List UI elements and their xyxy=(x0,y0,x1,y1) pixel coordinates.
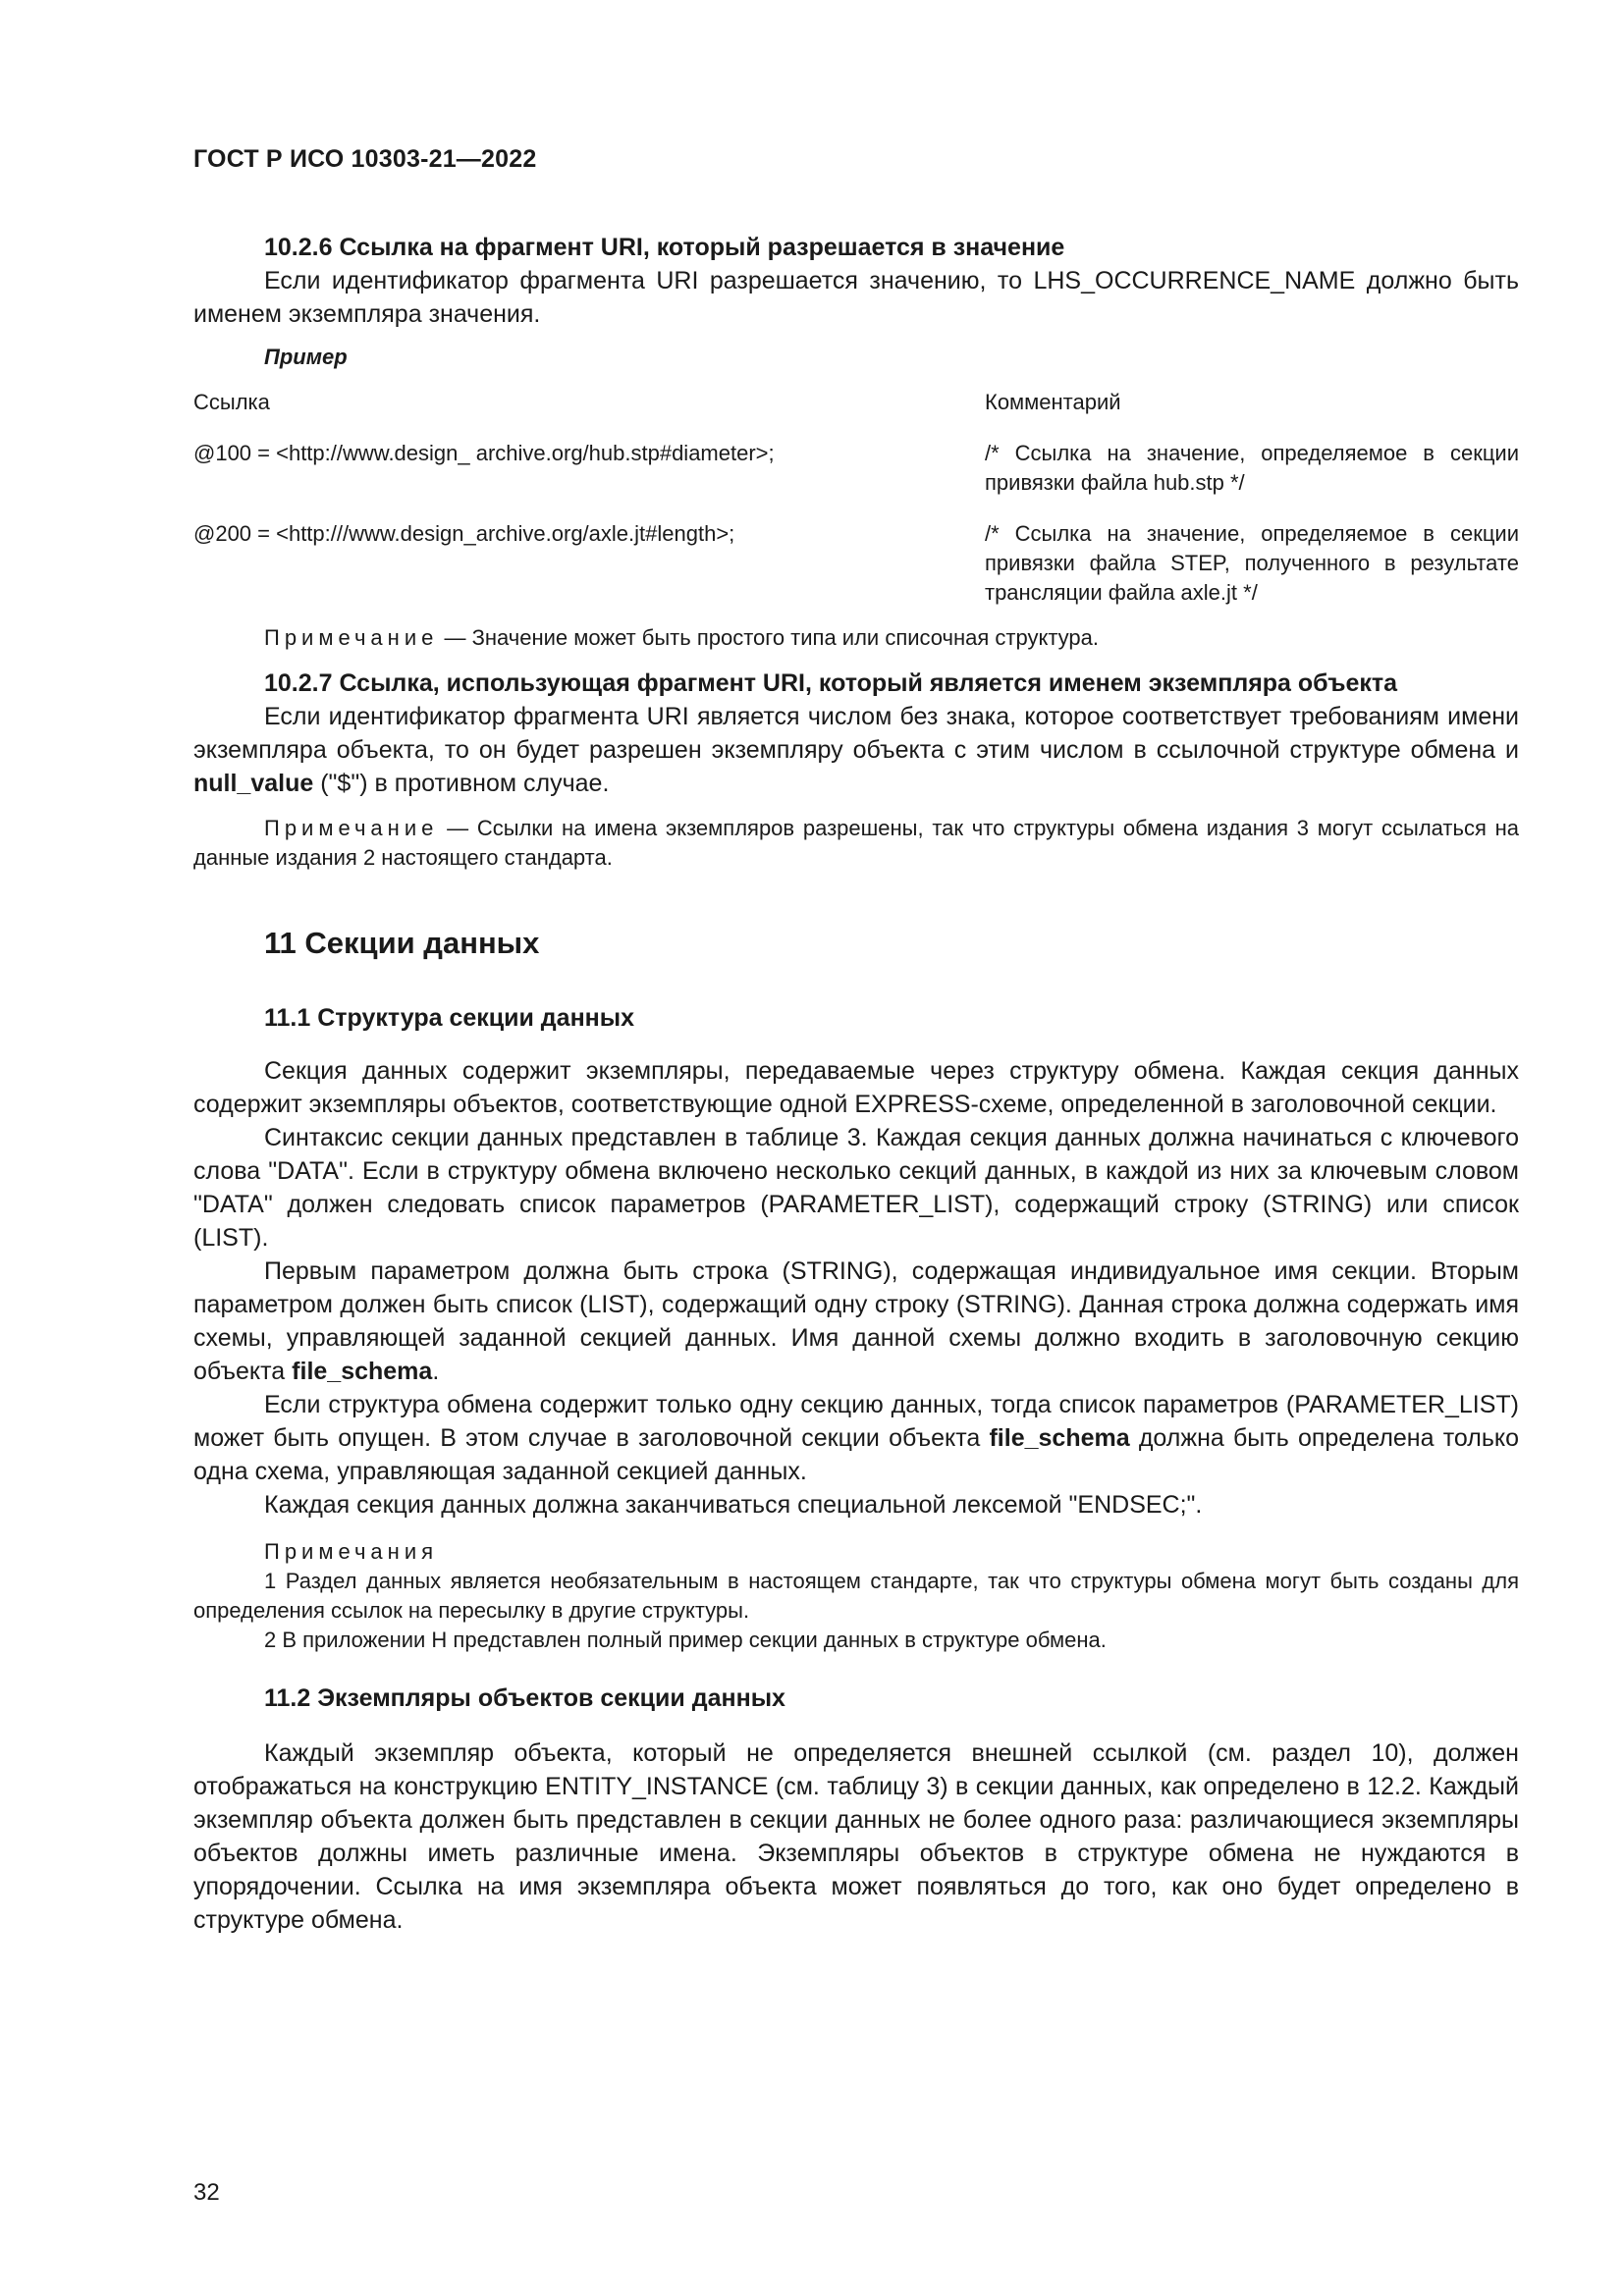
example-table xyxy=(193,388,1519,629)
note-text: — Ссылки на имена экземпляров разрешены, так что структуры обмена издания 3 могут ссылаться на данные издания 2 настоящего стандарта. xyxy=(193,816,1519,870)
section-title: 10.2.7 Ссылка, использующая фрагмент URI, который является именем экземпляра объекта xyxy=(264,669,1398,697)
example-comment: /* Ссылка на значение, определяемое в секции привязки файла hub.stp */ xyxy=(985,441,1519,495)
keyword: file_schema xyxy=(989,1424,1130,1452)
chapter-title: 11 Секции данных xyxy=(264,926,540,960)
column-header-ref: Ссылка xyxy=(193,390,270,414)
keyword: null_value xyxy=(193,770,314,797)
paragraph xyxy=(193,1388,1519,1488)
text-run: Если структура обмена содержит только одну секцию данных, тогда список параметров (PARAMETER_LIST) может быть опущен. В этом случае в заголовочной секции объекта xyxy=(193,1391,1519,1452)
column-header-comment: Комментарий xyxy=(985,390,1121,414)
paragraph: Каждая секция данных должна заканчиваться специальной лексемой "ENDSEC;". xyxy=(264,1491,1203,1519)
document-page xyxy=(193,145,1519,1937)
section-title: 11.2 Экземпляры объектов секции данных xyxy=(264,1684,785,1712)
notes-title: Примечания xyxy=(264,1539,439,1564)
section-10-2-7 xyxy=(193,667,1519,873)
section-title: 11.1 Структура секции данных xyxy=(264,1004,635,1032)
note-item: 2 В приложении Н представлен полный пример секции данных в структуре обмена. xyxy=(264,1628,1107,1652)
section-11 xyxy=(193,926,1519,1937)
paragraph: Синтаксис секции данных представлен в таблице 3. Каждая секция данных должна начинаться с ключевого слова "DATA". Если в структуру обмена включено несколько секций данных, в каждой из них за ключевым словом "DATA" должен следовать список параметров (PARAMETER_LIST), содержащий строку (STRING) или список (LIST). xyxy=(193,1124,1519,1252)
note-label: Примечание xyxy=(264,816,439,840)
example-row xyxy=(193,439,1519,519)
example-comment: /* Ссылка на значение, определяемое в секции привязки файла STEP, полученного в результате трансляции файла axle.jt */ xyxy=(985,521,1519,605)
example-ref: @200 = <http:///www.design_archive.org/axle.jt#length>; xyxy=(193,521,735,546)
text-run: должна быть определена только одна схема, управляющая заданной секцией данных. xyxy=(193,1424,1519,1485)
text-run: Первым параметром должна быть строка (STRING), содержащая индивидуальное имя секции. Вторым параметром должен быть список (LIST), содержащий одну строку (STRING). Данная строка должна содержать имя схемы, управляющей заданной секцией данных. Имя данной схемы должно входить в заголовочную секцию объекта xyxy=(193,1257,1519,1385)
keyword: file_schema xyxy=(292,1358,433,1385)
paragraph: Если идентификатор фрагмента URI разрешается значению, то LHS_OCCURRENCE_NAME должно быть именем экземпляра значения. xyxy=(193,267,1519,328)
paragraph xyxy=(193,1255,1519,1388)
section-10-2-6 xyxy=(193,231,1519,653)
paragraph: Каждый экземпляр объекта, который не определяется внешней ссылкой (см. раздел 10), должен отображаться на конструкцию ENTITY_INSTANCE (см. таблицу 3) в секции данных, как определено в 12.2. Каждый экземпляр объекта должен быть представлен в секции данных не более одного раза: различающиеся экземпляры объектов должны иметь различные имена. Экземпляры объектов в структуре обмена не нуждаются в упорядочении. Ссылка на имя экземпляра объекта может появляться до того, как оно будет определено в структуре обмена. xyxy=(193,1739,1519,1934)
note-text: — Значение может быть простого типа или списочная структура. xyxy=(438,625,1099,650)
section-title: 10.2.6 Ссылка на фрагмент URI, который разрешается в значение xyxy=(264,234,1065,261)
example-label: Пример xyxy=(264,345,348,369)
note xyxy=(193,623,1519,653)
text-run: . xyxy=(432,1358,440,1385)
paragraph: Секция данных содержит экземпляры, передаваемые через структуру обмена. Каждая секция данных содержит экземпляры объектов, соответствующие одной EXPRESS-схеме, определенной в заголовочной секции. xyxy=(193,1057,1519,1118)
example-header-row xyxy=(193,388,1519,439)
example-row xyxy=(193,519,1519,629)
example-ref: @100 = <http://www.design_ archive.org/hub.stp#diameter>; xyxy=(193,441,775,465)
text-run: ("$") в противном случае. xyxy=(313,770,610,797)
document-header: ГОСТ Р ИСО 10303-21—2022 xyxy=(193,145,537,173)
text-run: Если идентификатор фрагмента URI является числом без знака, которое соответствует требованиям имени экземпляра объекта, то он будет разрешен экземпляру объекта с этим числом в ссылочной структуре обмена и xyxy=(193,703,1519,764)
note-label: Примечание xyxy=(264,625,439,650)
note-item: 1 Раздел данных является необязательным в настоящем стандарте, так что структуры обмена могут быть созданы для определения ссылок на пересылку в другие структуры. xyxy=(193,1569,1519,1623)
note xyxy=(193,814,1519,873)
page-number: 32 xyxy=(193,2179,220,2206)
paragraph xyxy=(193,700,1519,800)
